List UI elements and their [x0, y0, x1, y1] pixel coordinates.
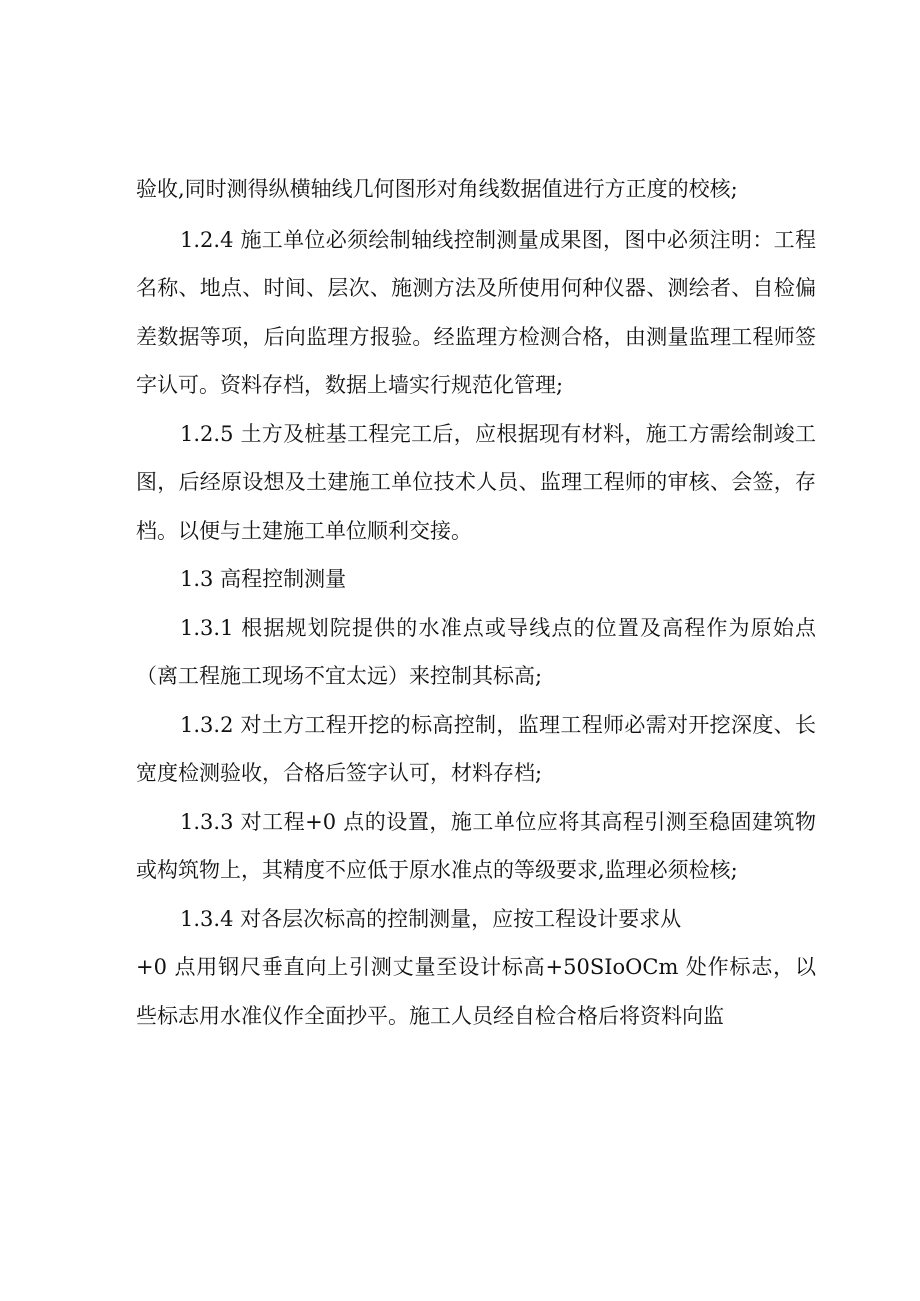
paragraph-1-2-4: 1.2.4 施工单位必须绘制轴线控制测量成果图，图中必须注明：工程名称、地点、时间、层次、施测方法及所使用何种仪器、测绘者、自检偏差数据等项，后向监理方报验。经监理方检测合格，由测量监理工程师签字认可。资料存档，数据上墙实行规范化管理; [136, 227, 816, 397]
section-heading-1-3: 1.3 高程控制测量 [180, 567, 347, 591]
paragraph-continuation: 验收,同时测得纵横轴线几何图形对角线数据值进行方正度的校核; [136, 177, 738, 201]
paragraph-1-3-2: 1.3.2 对土方工程开挖的标高控制，监理工程师必需对开挖深度、长宽度检测验收，合格后签字认可，材料存档; [136, 712, 816, 785]
paragraph-1-3-4-continued: +0 点用钢尺垂直向上引测丈量至设计标高+50SIoOCm 处作标志，以些标志用水准仪作全面抄平。施工人员经自检合格后将资料向监 [136, 955, 816, 1028]
paragraph-1-3-4: 1.3.4 对各层次标高的控制测量，应按工程设计要求从 [180, 906, 682, 931]
paragraph-1-3-1: 1.3.1 根据规划院提供的水准点或导线点的位置及高程作为原始点（离工程施工现场不宜太远）来控制其标高; [136, 615, 816, 688]
paragraph-1-3-3: 1.3.3 对工程+0 点的设置，施工单位应将其高程引测至稳固建筑物或构筑物上，其精度不应低于原水准点的等级要求,监理必须检核; [136, 809, 816, 882]
document-body [136, 165, 816, 1040]
paragraph-1-2-5: 1.2.5 土方及桩基工程完工后，应根据现有材料，施工方需绘制竣工图，后经原设想及土建施工单位技术人员、监理工程师的审核、会签，存档。以便与土建施工单位顺利交接。 [136, 421, 816, 543]
